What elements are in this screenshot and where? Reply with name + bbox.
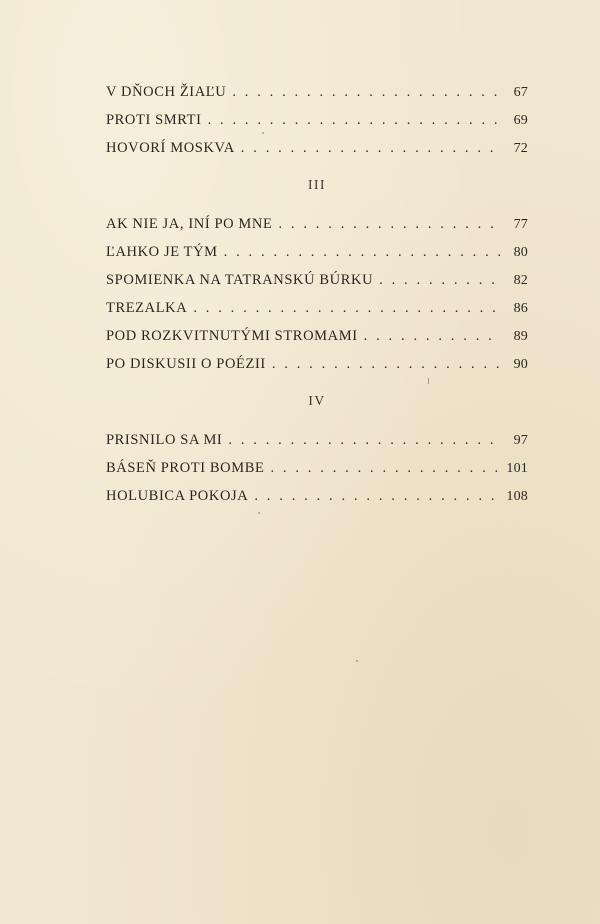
toc-entry-page: 86 <box>513 301 528 316</box>
toc-dot-leader <box>364 322 500 350</box>
toc-dot-leader <box>379 266 500 294</box>
section-heading: III <box>308 177 326 192</box>
paper-speck <box>262 132 264 134</box>
toc-entry-title: HOLUBICA POKOJA <box>106 488 249 504</box>
section-heading: IV <box>308 393 326 408</box>
toc-entry-title: SPOMIENKA NA TATRANSKÚ BÚRKU <box>106 272 374 288</box>
toc-entry-page: 101 <box>506 461 528 476</box>
toc-dot-leader <box>228 426 500 454</box>
toc-dot-leader <box>241 134 500 162</box>
toc-entry-page: 97 <box>513 433 528 448</box>
toc-entry-title: TREZALKA <box>106 300 188 316</box>
toc-entry-title: POD ROZKVITNUTÝMI STROMAMI <box>106 328 358 344</box>
toc-entry-title: ĽAHKO JE TÝM <box>106 244 218 260</box>
toc-entry-page: 80 <box>513 245 528 260</box>
toc-entry-title: HOVORÍ MOSKVA <box>106 140 235 156</box>
toc-dot-leader <box>270 454 500 482</box>
paper-speck <box>428 378 429 384</box>
toc-entry-page: 77 <box>513 217 528 232</box>
paper-speck <box>258 512 260 514</box>
table-of-contents <box>106 78 528 510</box>
toc-entry <box>106 294 528 322</box>
toc-entry-title: AK NIE JA, INÍ PO MNE <box>106 216 273 232</box>
toc-entry-title: PRISNILO SA MI <box>106 432 223 448</box>
toc-entry <box>106 426 528 454</box>
toc-entry-page: 90 <box>513 357 528 372</box>
toc-dot-leader <box>193 294 500 322</box>
toc-section-continued <box>106 78 528 162</box>
toc-dot-leader <box>254 482 500 510</box>
toc-entry <box>106 78 528 106</box>
toc-entry <box>106 134 528 162</box>
toc-entry-page: 89 <box>513 329 528 344</box>
toc-entry-page: 69 <box>513 113 528 128</box>
toc-entry-page: 67 <box>513 85 528 100</box>
toc-entry <box>106 322 528 350</box>
toc-entry-page: 82 <box>513 273 528 288</box>
toc-entry-title: PROTI SMRTI <box>106 112 202 128</box>
paper-speck <box>356 660 358 662</box>
toc-dot-leader <box>208 106 500 134</box>
toc-entry <box>106 266 528 294</box>
toc-entry <box>106 210 528 238</box>
toc-entry-page: 108 <box>506 489 528 504</box>
toc-dot-leader <box>278 210 500 238</box>
toc-entry <box>106 454 528 482</box>
toc-dot-leader <box>224 238 500 266</box>
toc-section-iii <box>106 170 528 378</box>
toc-entry-title: PO DISKUSII O POÉZII <box>106 356 266 372</box>
toc-section-iv <box>106 386 528 510</box>
toc-entry-title: V DŇOCH ŽIAĽU <box>106 84 227 100</box>
toc-dot-leader <box>272 350 500 378</box>
toc-entry-page: 72 <box>513 141 528 156</box>
toc-entry <box>106 106 528 134</box>
toc-dot-leader <box>232 78 500 106</box>
toc-entry <box>106 482 528 510</box>
toc-entry-title: BÁSEŇ PROTI BOMBE <box>106 460 265 476</box>
toc-entry <box>106 238 528 266</box>
toc-entry <box>106 350 528 378</box>
